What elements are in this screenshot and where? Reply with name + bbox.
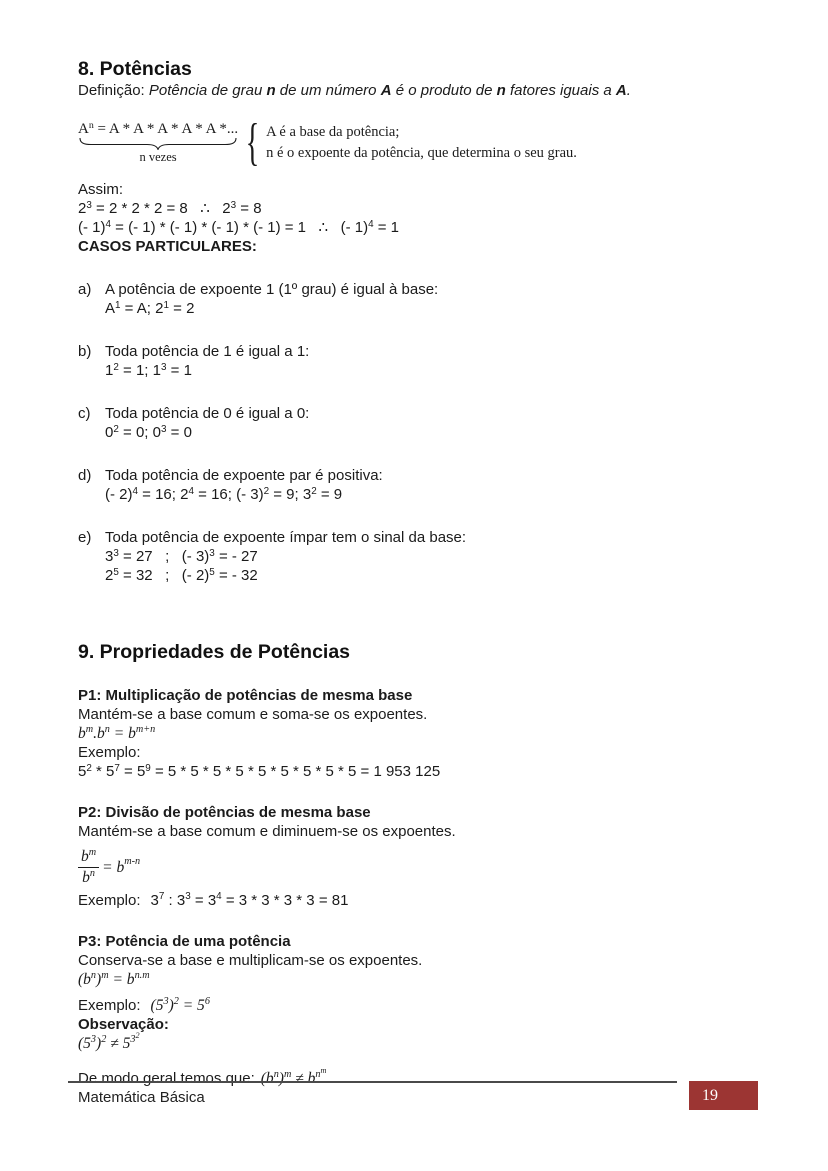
p3-description: Conserva-se a base e multiplicam-se os expoentes.	[78, 951, 423, 969]
p3-example-formula: $(5^3)^2 = 5^6$	[150, 996, 210, 1014]
underbrace-group	[78, 120, 238, 165]
item-formula: $3^3 = 27$ ; (- 3)$^3$ = - 27	[105, 547, 258, 565]
section-8-heading: 8. Potências	[78, 58, 192, 80]
p2-example	[78, 891, 758, 910]
caso-item-b	[78, 342, 758, 380]
item-body	[105, 342, 758, 380]
item-formula: (- 2)$^4$ = 16; $2^4 = 16$; (- 3)$^2$ = 9; $3^2 = 9$	[105, 485, 343, 503]
assim-label: Assim:	[78, 181, 123, 198]
casos-particulares-heading: CASOS PARTICULARES:	[78, 238, 257, 255]
underbrace-label: n vezes	[139, 150, 177, 164]
item-formula: $2^5 = 32$ ; (- 2)$^5$ = - 32	[105, 566, 258, 584]
item-text: Toda potência de 1 é igual a 1:	[105, 343, 310, 360]
p1-rule-formula: $b^m.b^n = b^{m+n}$	[78, 724, 156, 742]
caso-item-d	[78, 466, 758, 504]
brace-line-base: A é a base da potência;	[266, 124, 400, 140]
item-formula: $0^2 = 0$; $0^3 = 0$	[105, 423, 192, 441]
general-rule-label: De modo geral temos que:	[78, 1069, 255, 1087]
item-body	[105, 466, 758, 504]
property-p2	[78, 803, 758, 910]
power-definition-formula	[78, 114, 758, 171]
brace-line-exponent: n é o expoente da potência, que determina o seu grau.	[266, 145, 577, 161]
property-p1	[78, 686, 758, 781]
item-body	[105, 404, 758, 442]
general-rule	[78, 1066, 758, 1088]
brace-annotation	[240, 114, 577, 171]
item-text: Toda potência de expoente par é positiva:	[105, 467, 383, 484]
item-text: Toda potência de expoente ímpar tem o sinal da base:	[105, 529, 467, 546]
underbrace	[79, 138, 237, 150]
item-text: Toda potência de 0 é igual a 0:	[105, 405, 310, 422]
item-text: A potência de expoente 1 (1º grau) é igual à base:	[105, 281, 439, 298]
p2-title: P2: Divisão de potências de mesma base	[78, 804, 371, 821]
caso-item-e	[78, 528, 758, 585]
formula-expression: $A^n = A * A * A * A * A$ *...	[78, 119, 239, 137]
footer-book-title: Matemática Básica	[78, 1089, 205, 1106]
property-p3	[78, 932, 758, 1088]
p2-example-formula: $3^7$ : $3^3 = 3^4 = 3 * 3 * 3 * 3 = 81$	[150, 891, 349, 909]
definition-text: Definição: Potência de grau n de um número A é o produto de n fatores iguais a A.	[78, 82, 631, 99]
assim-example-2: (- 1)$^4$ = (- 1) * (- 1) * (- 1) * (- 1) = 1 ∴ (- 1)$^4$ = 1	[78, 218, 400, 236]
item-body	[105, 528, 758, 585]
item-formula: $1^2 = 1$; $1^3 = 1$	[105, 361, 192, 379]
page-number-badge	[689, 1081, 758, 1110]
p1-description: Mantém-se a base comum e soma-se os expoentes.	[78, 706, 428, 723]
p1-title: P1: Multiplicação de potências de mesma base	[78, 687, 413, 704]
item-formula: $A^1 = A$; $2^1 = 2$	[105, 299, 195, 317]
item-body	[105, 280, 758, 318]
item-marker: b)	[78, 343, 92, 360]
page-number: 19	[702, 1086, 718, 1104]
item-marker: e)	[78, 529, 92, 546]
section-9-heading: 9. Propriedades de Potências	[78, 641, 351, 663]
p3-rule-formula: $(b^n)^m = b^{n.m}$	[78, 970, 150, 988]
item-marker: a)	[78, 281, 92, 298]
footer-divider	[68, 1081, 677, 1083]
p2-example-label: Exemplo:	[78, 891, 141, 909]
left-curly-brace: {	[245, 114, 260, 171]
assim-example-1: $2^3 = 2 * 2 * 2 = 8$ ∴ $2^3 = 8$	[78, 199, 262, 217]
p2-rule-formula: $\frac{b^m}{b^n}$ = b $^{m-n}$	[78, 848, 758, 887]
item-marker: c)	[78, 405, 91, 422]
p1-example-formula: $5^2 * 5^7 = 5^9 = 5 * 5 * 5 * 5 * 5 * 5 * 5 * 5 * 5 = 1$ 953 125	[78, 762, 441, 780]
caso-item-c	[78, 404, 758, 442]
general-rule-formula: $(b^n)^m \ne b^{n^m}$	[260, 1066, 327, 1087]
p3-title: P3: Potência de uma potência	[78, 932, 291, 950]
caso-item-a	[78, 280, 758, 318]
p1-example-label: Exemplo:	[78, 744, 141, 761]
assim-block	[78, 180, 758, 237]
p3-example-label: Exemplo:	[78, 996, 141, 1014]
item-marker: d)	[78, 467, 92, 484]
observation-formula: $(5^3)^2 \ne 5^{3^2}$	[78, 1031, 140, 1052]
observation-label: Observação:	[78, 1015, 169, 1033]
p2-description: Mantém-se a base comum e diminuem-se os expoentes.	[78, 823, 456, 840]
brace-text	[266, 122, 577, 164]
p3-example	[78, 996, 758, 1015]
